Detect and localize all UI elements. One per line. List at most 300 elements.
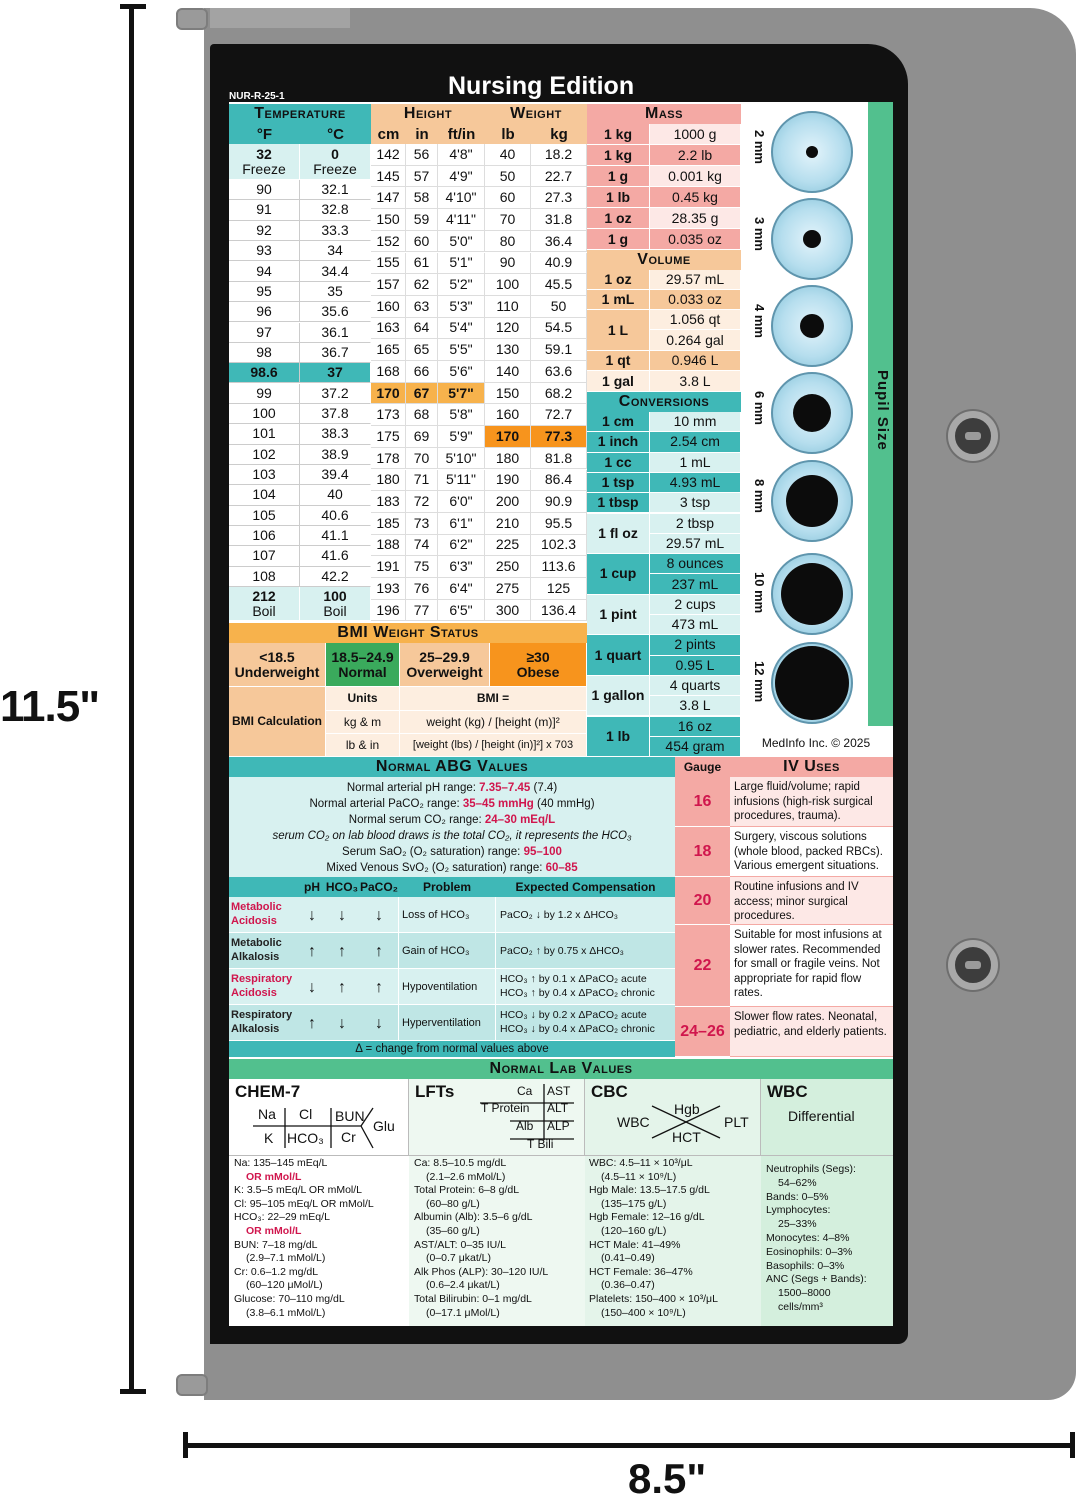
lab-value-line: Hgb Female: 12–16 g/dL (589, 1211, 705, 1224)
bmi-formula-header: BMI = (400, 687, 587, 711)
temp-f-cell: 101 (229, 424, 300, 444)
temp-f-cell: 108 (229, 567, 300, 587)
iv-gauge-header: Gauge (675, 757, 730, 777)
cbc-hct: HCT (672, 1129, 701, 1145)
mass-from: 1 g (587, 166, 650, 187)
lft-ca: Ca (517, 1084, 533, 1098)
iv-uses-header: IV Uses (730, 757, 893, 777)
height-cell: 63 (406, 296, 438, 318)
temp-f-cell: 107 (229, 546, 300, 566)
lab-value-line: Na: 135–145 mEq/L (234, 1157, 328, 1169)
height-cell: 5'9" (438, 426, 485, 448)
bmi-units-imperial: lb & in (326, 734, 400, 757)
lab-value-line: Platelets: 150–400 × 10³/μL (589, 1293, 718, 1305)
height-cell: 185 (371, 513, 406, 535)
height-cell: 68 (406, 404, 438, 426)
height-cell: 165 (371, 339, 406, 361)
abg-col-hco3: HCO₃ (325, 879, 359, 894)
pupil-dot (781, 563, 843, 625)
temp-f-cell: 100 (229, 404, 300, 424)
height-cell: 4'10" (438, 187, 485, 209)
height-cell: 6'1" (438, 513, 485, 535)
temp-f-cell: 102 (229, 445, 300, 465)
lab-value-line: (0.36–0.47) (601, 1279, 655, 1292)
weight-cell: 110 (485, 296, 531, 318)
vol-r4-from: 1 qt (587, 351, 650, 371)
height-cell: 5'8" (438, 404, 485, 426)
abg-line-paco2: Normal arterial PaCO₂ range: 35–45 mmHg (40 mmHg) (309, 798, 595, 810)
abg-arrow: ↑ (375, 978, 383, 996)
abg-header: Normal ABG Values (229, 757, 675, 777)
mass-to: 1000 g (650, 124, 741, 145)
height-cell: 175 (371, 426, 406, 448)
abg-col-paco2: PaCO₂ (360, 879, 399, 894)
weight-cell: 50 (531, 296, 587, 318)
vol-r3-to-b: 0.264 gal (650, 330, 741, 351)
vol-r1-from: 1 oz (587, 270, 650, 290)
weight-cell: 100 (485, 274, 531, 296)
lab-value-line: (60–120 μMol/L) (246, 1279, 323, 1292)
height-cell: 77 (406, 600, 438, 622)
height-cell: 70 (406, 448, 438, 470)
lab-value-line: HCO₃: 22–29 mEq/L (234, 1211, 330, 1224)
lab-value-line: K: 3.5–5 mEq/L OR mMol/L (234, 1184, 362, 1197)
conv-from: 1 tsp (587, 473, 650, 493)
lab-value-line: (2.1–2.6 mMol/L) (426, 1170, 506, 1183)
temp-f-cell: 90 (229, 180, 300, 200)
weight-cell: 86.4 (531, 470, 587, 492)
temp-f-cell: 92 (229, 221, 300, 241)
temp-f-cell: 106 (229, 526, 300, 546)
lab-value-line: HCT Female: 36–47% (589, 1265, 693, 1278)
conv-from: 1 lb (587, 717, 650, 758)
weight-cell: 72.7 (531, 404, 587, 426)
temp-c-cell: 40.6 (300, 506, 371, 526)
temp-f-cell: 103 (229, 465, 300, 485)
lft-tbili: T Bili (527, 1137, 554, 1151)
volume-header: Volume (587, 250, 741, 270)
abg-arrow: ↑ (338, 978, 346, 996)
weight-cell: 60 (485, 187, 531, 209)
temp-c-cell: 37.2 (300, 384, 371, 404)
abg-col-problem: Problem (422, 879, 471, 894)
abg-problem: Hyperventilation (398, 1005, 496, 1041)
height-cell: 58 (406, 187, 438, 209)
pupil-illustration (771, 198, 853, 280)
height-cell: 142 (371, 144, 406, 166)
height-cell: 4'9" (438, 166, 485, 188)
height-cell: 62 (406, 274, 438, 296)
weight-cell: 170 (485, 426, 531, 448)
height-cell: 66 (406, 361, 438, 383)
lab-value-line: Alk Phos (ALP): 30–120 IU/L (414, 1265, 549, 1278)
lft-tprotein: T Protein (481, 1101, 530, 1115)
pupil-illustration (771, 553, 853, 635)
height-col-ftin: ft/in (438, 124, 485, 144)
height-dimension-label: 11.5" (0, 682, 100, 731)
card-code: NUR-R-25-1 (229, 91, 285, 102)
abg-compensation: HCO₃ ↑ by 0.1 x ΔPaCO₂ acute (500, 973, 647, 985)
abg-arrow: ↑ (308, 1014, 316, 1032)
mass-from: 1 kg (587, 145, 650, 166)
weight-cell: 120 (485, 318, 531, 340)
height-cell: 73 (406, 513, 438, 535)
abg-disorder-name: Respiratory Alkalosis (231, 1009, 293, 1035)
abg-problem: Hypoventilation (398, 969, 496, 1005)
bmi-units-metric: kg & m (326, 711, 400, 734)
height-cell: 5'7" (438, 383, 485, 405)
conv-to: 2 tbsp (650, 514, 741, 534)
temp-c-cell: 32.1 (300, 180, 371, 200)
chem7-cl: Cl (299, 1106, 313, 1122)
conv-to: 2 cups (650, 595, 741, 615)
lab-value-line: Hgb Male: 13.5–17.5 g/dL (589, 1184, 710, 1197)
conv-from: 1 fl oz (587, 514, 650, 555)
weight-cell: 125 (531, 578, 587, 600)
mass-header: Mass (587, 104, 741, 124)
height-cell: 56 (406, 144, 438, 166)
bmi-overweight: 25–29.9 Overweight (400, 643, 490, 687)
lft-ast: AST (547, 1084, 571, 1098)
lab-value-line: 25–33% (778, 1218, 817, 1231)
width-dimension-label: 8.5" (628, 1455, 707, 1500)
height-cell: 5'6" (438, 361, 485, 383)
pupil-size-label: Pupil Size (874, 370, 891, 451)
weight-cell: 113.6 (531, 556, 587, 578)
iv-use: Suitable for most infusions at slower rates. Recommended for small or fragile veins. Not appropriate for rapid flow rates. (730, 925, 893, 1007)
lab-value-line: Lymphocytes: (766, 1204, 831, 1217)
pupil-illustration (771, 642, 853, 724)
height-cell: 6'2" (438, 535, 485, 557)
lab-value-line: (120–160 g/L) (601, 1225, 667, 1237)
pupil-dot (800, 314, 824, 338)
clipboard-clip-bar (210, 8, 350, 28)
temp-f-cell: 99 (229, 384, 300, 404)
wbc-differential-label: Differential (788, 1108, 855, 1124)
abg-disorder-name: Metabolic Acidosis (231, 901, 282, 927)
lab-value-line: BUN: 7–18 mg/dL (234, 1238, 318, 1251)
weight-cell: 160 (485, 404, 531, 426)
lab-value-line: 54–62% (778, 1176, 817, 1189)
bmi-calc-label: BMI Calculation (229, 687, 326, 757)
abg-arrow: ↓ (308, 978, 316, 996)
vol-r3-to-a: 1.056 qt (650, 310, 741, 330)
temp-c-cell: 34.4 (300, 261, 371, 281)
conv-to: 1 mL (650, 453, 741, 473)
temp-c-cell: 42.2 (300, 567, 371, 587)
mass-from: 1 oz (587, 208, 650, 229)
lab-value-line: Total Bilirubin: 0–1 mg/dL (414, 1293, 532, 1305)
iv-use: Large fluid/volume; rapid infusions (high-risk surgical procedures, trauma). (730, 777, 893, 827)
temp-c-cell: 35 (300, 282, 371, 302)
temp-c-cell: 32.8 (300, 200, 371, 220)
lab-value-line: Glucose: 70–110 mg/dL (234, 1293, 345, 1305)
lab-value-line: (0–17.1 μMol/L) (426, 1306, 500, 1319)
lab-value-line: Basophils: 0–3% (766, 1259, 845, 1272)
abg-disorder-name: Metabolic Alkalosis (231, 937, 282, 963)
temp-c-cell: 39.4 (300, 465, 371, 485)
abg-arrow: ↓ (308, 906, 316, 924)
weight-cell: 190 (485, 470, 531, 492)
temp-freeze-f: 32 Freeze (229, 144, 300, 180)
height-cell: 71 (406, 470, 438, 492)
conv-from: 1 gallon (587, 676, 650, 717)
conv-to: 29.57 mL (650, 534, 741, 554)
height-cell: 196 (371, 600, 406, 622)
conv-from: 1 inch (587, 432, 650, 452)
lab-value-line: Cl: 95–105 mEq/L OR mMol/L (234, 1197, 374, 1210)
lab-value-line: (2.9–7.1 mMol/L) (246, 1252, 326, 1265)
iv-use: Slower flow rates. Neonatal, pediatric, and elderly patients. (730, 1007, 893, 1057)
lab-value-line: Eosinophils: 0–3% (766, 1245, 853, 1258)
lab-value-line: (0–0.7 μkat/L) (426, 1252, 491, 1265)
height-cell: 67 (406, 383, 438, 405)
abg-footnote: Δ = change from normal values above (229, 1041, 675, 1057)
weight-cell: 210 (485, 513, 531, 535)
pupil-dot (803, 230, 821, 248)
iv-use: Surgery, viscous solutions (whole blood, packed RBCs). Various emergent situations. (730, 827, 893, 877)
height-col-in: in (406, 124, 438, 144)
abg-problem: Loss of HCO₃ (398, 897, 496, 933)
height-cell: 69 (406, 426, 438, 448)
bmi-obese: ≥30 Obese (490, 643, 587, 687)
lft-alp: ALP (547, 1119, 570, 1133)
conv-to: 4.93 mL (650, 473, 741, 493)
height-cell: 168 (371, 361, 406, 383)
vol-r4-to: 0.946 L (650, 351, 741, 371)
temp-c-cell: 36.7 (300, 343, 371, 363)
conv-from: 1 quart (587, 635, 650, 676)
temp-c-cell: 33.3 (300, 221, 371, 241)
pupil-dot (775, 646, 849, 720)
weight-cell: 40 (485, 144, 531, 166)
weight-cell: 95.5 (531, 513, 587, 535)
abg-arrow: ↓ (375, 1014, 383, 1032)
temp-f-cell: 98 (229, 343, 300, 363)
conv-from: 1 cm (587, 412, 650, 432)
cbc-wbc: WBC (617, 1114, 650, 1130)
chem7-hco3: HCO₃ (287, 1130, 324, 1146)
height-cell: 59 (406, 209, 438, 231)
mass-to: 0.45 kg (650, 187, 741, 208)
height-cell: 6'4" (438, 578, 485, 600)
iv-gauge: 20 (675, 877, 730, 925)
height-cell: 5'10" (438, 448, 485, 470)
mass-from: 1 g (587, 229, 650, 250)
height-cell: 74 (406, 535, 438, 557)
pupil-size-label-mm: 4 mm (752, 304, 767, 338)
conv-to: 8 ounces (650, 554, 741, 574)
mass-to: 0.001 kg (650, 166, 741, 187)
weight-cell: 275 (485, 578, 531, 600)
weight-cell: 90 (485, 253, 531, 275)
copyright: MedInfo Inc. © 2025 (761, 736, 871, 750)
weight-header: Weight (485, 104, 587, 124)
abg-arrow: ↑ (338, 942, 346, 960)
abg-line-co2: Normal serum CO₂ range: 24–30 mEq/L (348, 814, 556, 826)
pupil-size-label-mm: 12 mm (752, 661, 767, 703)
conv-to: 473 mL (650, 615, 741, 635)
weight-cell: 50 (485, 166, 531, 188)
iv-gauge: 18 (675, 827, 730, 877)
card-title: Nursing Edition (448, 72, 635, 100)
conv-to: 3 tsp (650, 493, 741, 513)
pupil-size-label-mm: 6 mm (752, 391, 767, 425)
weight-cell: 45.5 (531, 274, 587, 296)
vol-r5-to: 3.8 L (650, 371, 741, 392)
height-cell: 5'1" (438, 253, 485, 275)
vol-r3-from: 1 L (587, 310, 650, 351)
weight-cell: 18.2 (531, 144, 587, 166)
conversions-header: Conversions (587, 392, 741, 412)
weight-cell: 200 (485, 491, 531, 513)
height-cell: 147 (371, 187, 406, 209)
pupil-illustration (771, 285, 853, 367)
lab-value-line: AST/ALT: 0–35 IU/L (414, 1238, 507, 1251)
height-cell: 183 (371, 491, 406, 513)
lab-value-line: 1500–8000 (778, 1287, 831, 1300)
abg-arrow: ↓ (338, 906, 346, 924)
abg-line-ph: Normal arterial pH range: 7.35–7.45 (7.4) (346, 782, 558, 794)
iv-use: Routine infusions and IV access; minor surgical procedures. (730, 877, 893, 925)
weight-cell: 40.9 (531, 253, 587, 275)
temp-boil-c: 100 Boil (300, 587, 371, 621)
conv-to: 3.8 L (650, 696, 741, 716)
weight-cell: 300 (485, 600, 531, 622)
weight-cell: 130 (485, 339, 531, 361)
height-cell: 157 (371, 274, 406, 296)
temp-f-cell: 104 (229, 485, 300, 505)
height-cell: 61 (406, 253, 438, 275)
lft-title: LFTs (415, 1082, 455, 1101)
weight-cell: 81.8 (531, 448, 587, 470)
lab-value-line: (0.6–2.4 μkat/L) (426, 1279, 500, 1292)
weight-cell: 250 (485, 556, 531, 578)
abg-disorder-name: Respiratory Acidosis (231, 973, 293, 999)
weight-cell: 90.9 (531, 491, 587, 513)
lab-value-line: Cr: 0.6–1.2 mg/dL (234, 1265, 319, 1278)
height-cell: 160 (371, 296, 406, 318)
lab-value-line: cells/mm³ (778, 1301, 823, 1313)
abg-line-sao2: Serum SaO₂ (O₂ saturation) range: 95–100 (342, 846, 562, 858)
height-cell: 75 (406, 556, 438, 578)
height-cell: 155 (371, 253, 406, 275)
height-cell: 57 (406, 166, 438, 188)
weight-cell: 31.8 (531, 209, 587, 231)
lab-value-line: (4.5–11 × 10⁹/L) (601, 1170, 677, 1183)
height-cell: 5'11" (438, 470, 485, 492)
lab-value-line: Neutrophils (Segs): (766, 1163, 856, 1175)
weight-cell: 68.2 (531, 383, 587, 405)
lab-value-line: (150–400 × 10⁹/L) (601, 1306, 686, 1319)
grommet-top (948, 411, 998, 461)
pupil-illustration (771, 460, 853, 542)
bmi-units-header: Units (326, 687, 400, 711)
height-header: Height (371, 104, 485, 124)
height-cell: 4'8" (438, 144, 485, 166)
conv-from: 1 tbsp (587, 493, 650, 513)
weight-cell: 22.7 (531, 166, 587, 188)
temp-freeze-c: 0 Freeze (300, 144, 371, 180)
abg-arrow: ↓ (338, 1014, 346, 1032)
height-cell: 180 (371, 470, 406, 492)
pupil-size-label-mm: 10 mm (752, 572, 767, 614)
abg-line-svo2: Mixed Venous SvO₂ (O₂ saturation) range: 60–85 (326, 862, 578, 874)
lab-value-line: Albumin (Alb): 3.5–6 g/dL (414, 1211, 533, 1224)
weight-cell: 54.5 (531, 318, 587, 340)
height-cell: 163 (371, 318, 406, 340)
chem7-title: CHEM-7 (235, 1082, 301, 1101)
vol-r1-to: 29.57 mL (650, 270, 741, 290)
conv-to: 0.95 L (650, 656, 741, 676)
pupil-size-label-mm: 3 mm (752, 217, 767, 251)
height-cell: 145 (371, 166, 406, 188)
temp-f-cell: 93 (229, 241, 300, 261)
clip-hinge-bottom (176, 1374, 208, 1396)
temp-c-cell: 41.1 (300, 526, 371, 546)
bmi-header: BMI Weight Status (229, 623, 587, 643)
pupil-size-label-mm: 2 mm (752, 130, 767, 164)
lab-value-line: OR mMol/L (246, 1225, 302, 1237)
weight-col-lb: lb (485, 124, 531, 144)
mass-from: 1 lb (587, 187, 650, 208)
height-cell: 5'2" (438, 274, 485, 296)
bmi-underweight: <18.5 Underweight (229, 643, 326, 687)
abg-col-ph: pH (304, 879, 320, 894)
conv-to: 4 quarts (650, 676, 741, 696)
abg-compensation: HCO₃ ↑ by 0.4 x ΔPaCO₂ chronic (500, 987, 655, 999)
height-cell: 64 (406, 318, 438, 340)
chem7-na: Na (258, 1106, 276, 1122)
height-cell: 72 (406, 491, 438, 513)
temp-c-cell: 34 (300, 241, 371, 261)
temp-f-cell: 95 (229, 282, 300, 302)
height-cell: 5'3" (438, 296, 485, 318)
weight-cell: 80 (485, 231, 531, 253)
weight-cell: 27.3 (531, 187, 587, 209)
mass-to: 28.35 g (650, 208, 741, 229)
lab-value-line: OR mMol/L (246, 1170, 302, 1183)
weight-cell: 102.3 (531, 535, 587, 557)
iv-gauge: 24–26 (675, 1007, 730, 1057)
height-cell: 6'0" (438, 491, 485, 513)
lab-value-line: ANC (Segs + Bands): (766, 1273, 867, 1286)
temp-c-cell: 38.3 (300, 424, 371, 444)
chem7-k: K (264, 1130, 274, 1146)
temp-f-cell: 96 (229, 302, 300, 322)
weight-cell: 140 (485, 361, 531, 383)
mass-from: 1 kg (587, 124, 650, 145)
weight-cell: 36.4 (531, 231, 587, 253)
height-cell: 76 (406, 578, 438, 600)
bmi-formula-metric: weight (kg) / [height (m)]² (400, 711, 587, 734)
height-col-cm: cm (371, 124, 406, 144)
lab-value-line: (35–60 g/L) (426, 1225, 480, 1237)
height-cell: 188 (371, 535, 406, 557)
temp-boil-f: 212 Boil (229, 587, 300, 621)
temp-c-cell: 41.6 (300, 546, 371, 566)
abg-line-note: serum CO₂ on lab blood draws is the total CO₂, it represents the HCO₃ (272, 830, 632, 842)
temp-c-cell: 38.9 (300, 445, 371, 465)
conv-to: 454 gram (650, 737, 741, 757)
lft-alb: Alb (516, 1119, 534, 1133)
pupil-dot (793, 394, 831, 432)
height-cell: 5'0" (438, 231, 485, 253)
conv-from: 1 pint (587, 595, 650, 636)
iv-gauge: 16 (675, 777, 730, 827)
abg-arrow: ↑ (308, 942, 316, 960)
pupil-illustration (771, 372, 853, 454)
